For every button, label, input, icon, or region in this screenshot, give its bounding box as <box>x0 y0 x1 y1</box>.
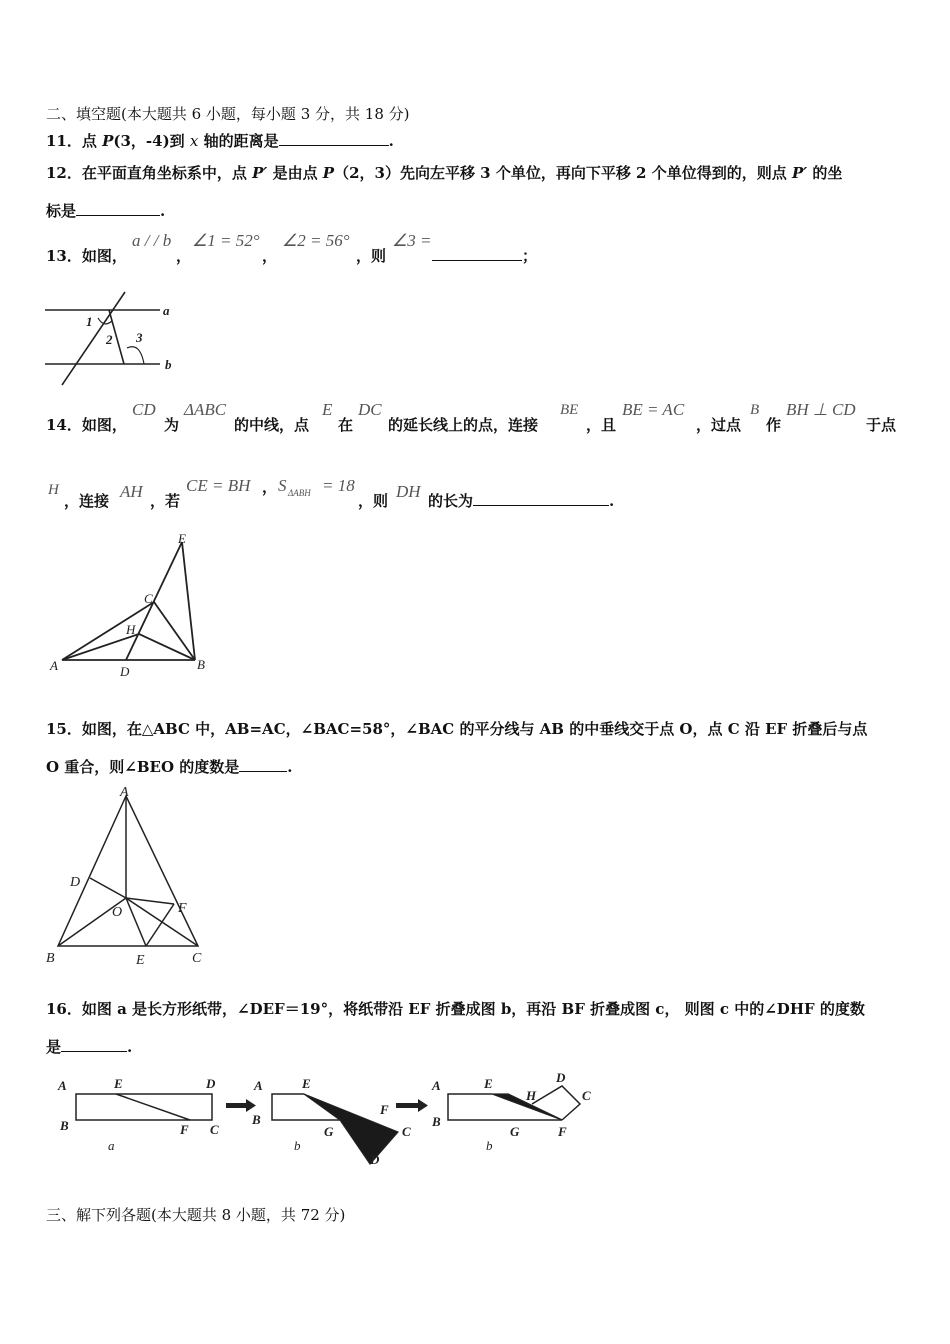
q13-transversal <box>62 292 125 385</box>
q15-line1: 15．如图，在△ABC 中，AB=AC，∠BAC=58°，∠BAC 的平分线与 AB 的中垂线交于点 O，点 C 沿 EF 折叠后与点 <box>46 720 868 738</box>
q15-label-o: O <box>112 905 123 920</box>
q14-label-d: D <box>120 664 130 679</box>
q13-answer-line <box>432 245 537 266</box>
q14-math-be-ac: BE = AC <box>622 400 685 419</box>
q14-segment-be <box>182 542 195 660</box>
q11-end: . <box>388 132 394 150</box>
q14-label-c: C <box>144 591 153 606</box>
q13-label-b: b <box>165 357 172 372</box>
q13-end: ； <box>522 247 538 265</box>
q14-text-len: 的长为 <box>428 492 474 510</box>
q11-number: 11． <box>46 132 82 150</box>
q15-label-e: E <box>136 953 145 968</box>
q16c-outline <box>532 1086 580 1120</box>
q12-p-prime-1: P′ <box>252 164 268 182</box>
q16a-label-e: E <box>114 1076 123 1091</box>
q13-math-angle3: ∠3 = <box>392 231 432 250</box>
q13-sep-3: ，则 <box>356 247 387 265</box>
q16a-label-d: D <box>206 1076 216 1091</box>
q11-answer-blank[interactable] <box>279 131 389 146</box>
q13-label-a: a <box>163 303 170 318</box>
q11-text-a: 点 <box>81 132 103 150</box>
q15-line2 <box>46 756 293 777</box>
q14-text-comma: ， <box>262 478 278 496</box>
q14-math-dc: DC <box>358 400 382 419</box>
q14-number: 14．如图， <box>46 416 127 434</box>
q16-line2-text: 是 <box>46 1038 62 1056</box>
q16a-label-b: B <box>60 1118 69 1133</box>
q14-label-h: H <box>126 622 136 637</box>
q16c-label-g: G <box>510 1124 520 1139</box>
q14-math-be: BE <box>560 402 579 418</box>
q16-figure-a <box>57 1076 219 1153</box>
q14-math-triangle: ΔABC <box>184 400 227 419</box>
q12-number: 12． <box>46 164 82 182</box>
q16-figure-c <box>431 1070 591 1153</box>
q16-line2 <box>46 1036 132 1057</box>
q16b-label-g: G <box>324 1124 334 1139</box>
q11-text-c: 轴的距离是 <box>198 132 279 150</box>
q14-label-e: E <box>178 531 186 546</box>
q11-axis: x <box>189 132 199 150</box>
q13-math-parallel: a / / b <box>132 231 172 250</box>
q13-figure <box>40 288 190 388</box>
q14-math-ah: AH <box>120 482 143 501</box>
q15-label-d: D <box>70 875 81 890</box>
question-12-line2 <box>46 200 165 221</box>
q15-label-c: C <box>192 951 202 966</box>
q16c-label-f: F <box>558 1124 567 1139</box>
q14-text-zuo: 作 <box>766 416 782 434</box>
q14-text-mid: 的中线，点 <box>234 416 310 434</box>
section-2-title: 二、填空题(本大题共 6 小题，每小题 3 分，共 18 分) <box>46 105 410 123</box>
q16b-label-f: F <box>380 1102 389 1117</box>
q16c-label-d: D <box>556 1070 566 1085</box>
arrow-right-icon <box>396 1099 428 1112</box>
q14-answer-line <box>428 490 614 511</box>
q15-perp-do <box>90 878 126 898</box>
q12-p-prime-2: P′ <box>791 164 808 182</box>
q16b-label-d: D <box>370 1152 380 1167</box>
q16a-label-f: F <box>180 1122 189 1137</box>
arrow-right-icon <box>226 1099 256 1112</box>
q12-answer-blank[interactable] <box>76 201 160 216</box>
q14-math-eq18: = 18 <box>322 476 355 495</box>
q15-label-b: B <box>46 951 55 966</box>
q16a-line-ef <box>116 1094 190 1120</box>
q12-p: P <box>322 164 335 182</box>
q12-text-c: （2，3）先向左平移 3 个单位，再向下平移 2 个单位得到的，则点 <box>334 164 792 182</box>
q16b-label-c: C <box>402 1124 411 1139</box>
question-13 <box>46 245 127 266</box>
q14-math-e: E <box>322 400 333 419</box>
q14-answer-blank[interactable] <box>473 491 609 506</box>
q13-sep-1: ， <box>176 247 192 265</box>
q16-line1: 16．如图 a 是长方形纸带，∠DEF＝19°，将纸带沿 EF 折叠成图 b，再沿 BF 折叠成图 c， 则图 c 中的∠DHF 的度数 <box>46 1000 865 1018</box>
q14-text-ruo: ，若 <box>150 492 181 510</box>
q16-figures <box>50 1066 610 1176</box>
q11-point: P <box>102 132 114 150</box>
q14-math-s: S <box>278 476 287 495</box>
q13-label-3: 3 <box>136 330 143 345</box>
q14-text-qie: ，且 <box>586 416 617 434</box>
q16c-label-c: C <box>582 1088 591 1103</box>
q12-text-b: 是由点 <box>267 164 323 182</box>
q16c-label-a: A <box>432 1078 441 1093</box>
q13-answer-blank[interactable] <box>432 246 522 261</box>
q14-math-s-sub: ΔABH <box>288 488 311 498</box>
q13-number: 13．如图， <box>46 247 127 265</box>
q16c-label-e: E <box>484 1076 493 1091</box>
q14-math-b: B <box>750 402 760 418</box>
q14-math-perp: BH ⊥ CD <box>786 400 856 419</box>
q12-end: . <box>160 202 166 220</box>
q12-text-a: 在平面直角坐标系中，点 <box>81 164 253 182</box>
q13-math-angle2: ∠2 = 56° <box>282 231 350 250</box>
q14-text-zai: 在 <box>338 416 354 434</box>
q16b-label-a: A <box>254 1078 263 1093</box>
q14-text-ze: ，则 <box>358 492 389 510</box>
q16a-label-c: C <box>210 1122 219 1137</box>
q13-sep-2: ， <box>262 247 278 265</box>
q16a-caption: a <box>108 1138 115 1153</box>
q13-arc-3 <box>127 347 144 364</box>
q16c-caption: b <box>486 1138 493 1153</box>
section-3-title: 三、解下列各题(本大题共 8 小题，共 72 分) <box>46 1206 346 1224</box>
question-11 <box>46 130 394 151</box>
q15-line2-text: O 重合，则∠BEO 的度数是 <box>46 758 240 776</box>
q16-figure-b <box>251 1076 411 1167</box>
q16b-caption: b <box>294 1138 301 1153</box>
q14-text-guo: ，过点 <box>696 416 742 434</box>
q16b-label-e: E <box>302 1076 311 1091</box>
q15-fold-ef <box>146 904 174 946</box>
q15-answer-blank[interactable] <box>239 757 287 772</box>
q16b-label-b: B <box>252 1112 261 1127</box>
q15-figure <box>40 782 220 972</box>
q13-math-angle1: ∠1 = 52° <box>192 231 260 250</box>
q16-answer-blank[interactable] <box>61 1037 127 1052</box>
q16a-strip <box>76 1094 212 1120</box>
q14-text-lian: ，连接 <box>64 492 110 510</box>
q13-label-2: 2 <box>106 332 113 347</box>
q14-segment-de <box>126 542 182 660</box>
q15-label-a: A <box>120 785 129 800</box>
q14-math-dh: DH <box>396 482 421 501</box>
q16c-label-h: H <box>526 1088 537 1103</box>
question-12-line1 <box>46 162 842 183</box>
q15-triangle <box>58 796 198 946</box>
q14-label-b: B <box>197 657 205 672</box>
q14-math-ce-bh: CE = BH <box>186 476 251 495</box>
q15-end: . <box>287 758 293 776</box>
q11-text-b: (3，-4)到 <box>113 132 190 150</box>
q13-label-1: 1 <box>86 314 93 329</box>
q14-figure <box>40 530 220 680</box>
q14-text-wei: 为 <box>164 416 180 434</box>
q14-text-yu: 于点 <box>866 416 897 434</box>
q14-math-h: H <box>48 482 59 498</box>
q12-text-d: 的坐 <box>807 164 843 182</box>
q14-end: . <box>609 492 615 510</box>
q16a-label-a: A <box>58 1078 67 1093</box>
q14-label-a: A <box>50 658 58 673</box>
q12-line2-text: 标是 <box>46 202 77 220</box>
q14-math-cd: CD <box>132 400 156 419</box>
q16c-label-b: B <box>432 1114 441 1129</box>
q15-label-f: F <box>178 901 187 916</box>
q14-text-ext: 的延长线上的点，连接 <box>388 416 539 434</box>
q16-end: . <box>127 1038 133 1056</box>
